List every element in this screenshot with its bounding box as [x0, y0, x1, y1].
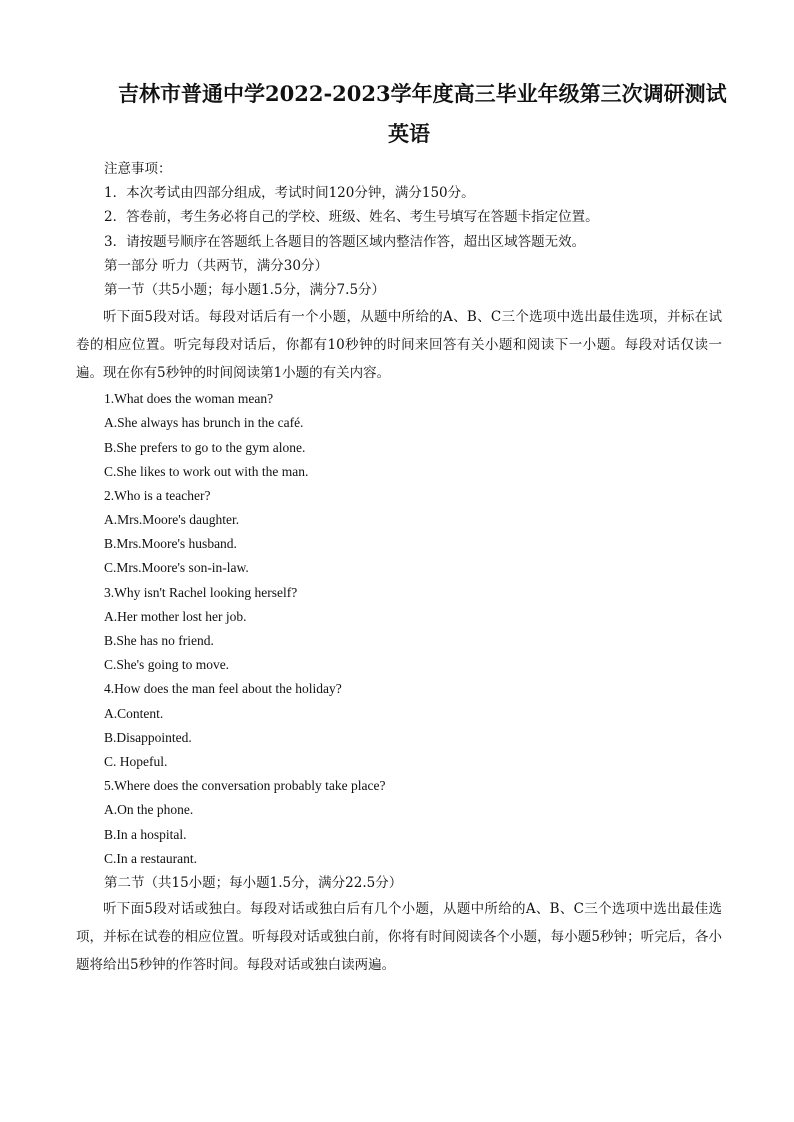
question-option: A.Her mother lost her job.: [104, 608, 247, 624]
exam-content: [76, 157, 722, 979]
question-stem: 4.How does the man feel about the holiday?: [104, 681, 342, 697]
question-stem: 3.Why isn't Rachel looking herself?: [104, 584, 298, 600]
question-stem: 2.Who is a teacher?: [104, 487, 211, 503]
question-option: B.Disappointed.: [104, 729, 192, 745]
part1-heading: 第一部分 听力（共两节，满分30分）: [104, 257, 328, 274]
question-option: C.She likes to work out with the man.: [104, 463, 309, 479]
question-option: C. Hopeful.: [104, 753, 168, 769]
question-option: A.She always has brunch in the café.: [104, 415, 304, 431]
question-option: C.In a restaurant.: [104, 850, 197, 866]
section1-heading: 第一节（共5小题；每小题1.5分，满分7.5分）: [104, 281, 386, 298]
notice-item: 1．本次考试由四部分组成，考试时间120分钟，满分150分。: [104, 185, 475, 202]
question-stem: 5.Where does the conversation probably take place?: [104, 778, 386, 794]
section2-instructions: 听下面5段对话或独白。每段对话或独白后有几个小题，从题中所给的A、B、C三个选项中选出最佳选项，并标在试卷的相应位置。听每段对话或独白前，你将有时间阅读各个小题，每小题5秒钟；听完后，各小题将给出5秒钟的作答时间。每段对话或独白读两遍。: [76, 901, 722, 974]
notice-item: 3．请按题号顺序在答题纸上各题目的答题区域内整洁作答，超出区域答题无效。: [104, 233, 586, 250]
question-option: C.She's going to move.: [104, 657, 230, 673]
question-option: B.She prefers to go to the gym alone.: [104, 439, 306, 455]
question-option: C.Mrs.Moore's son-in-law.: [104, 560, 249, 576]
question-option: A.On the phone.: [104, 802, 194, 818]
question-option: A.Mrs.Moore's daughter.: [104, 512, 240, 528]
question-option: B.Mrs.Moore's husband.: [104, 536, 237, 552]
notice-item: 2．答卷前，考生务必将自己的学校、班级、姓名、考生号填写在答题卡指定位置。: [104, 209, 599, 226]
question-stem: 1.What does the woman mean?: [104, 391, 274, 407]
section1-instructions: 听下面5段对话。每段对话后有一个小题，从题中所给的A、B、C三个选项中选出最佳选项，并标在试卷的相应位置。听完每段对话后，你都有10秒钟的时间来回答有关小题和阅读下一小题。每段对话仅读一遍。现在你有5秒钟的时间阅读第1小题的有关内容。: [76, 309, 722, 382]
question-option: A.Content.: [104, 705, 164, 721]
exam-title: 吉林市普通中学2022-2023学年度高三毕业年级第三次调研测试: [118, 81, 727, 106]
question-option: B.In a hospital.: [104, 826, 187, 842]
exam-subject: 英语: [388, 121, 430, 146]
question-option: B.She has no friend.: [104, 633, 214, 648]
section2-heading: 第二节（共15小题；每小题1.5分，满分22.5分）: [104, 874, 403, 891]
notice-heading: 注意事项：: [104, 161, 172, 177]
